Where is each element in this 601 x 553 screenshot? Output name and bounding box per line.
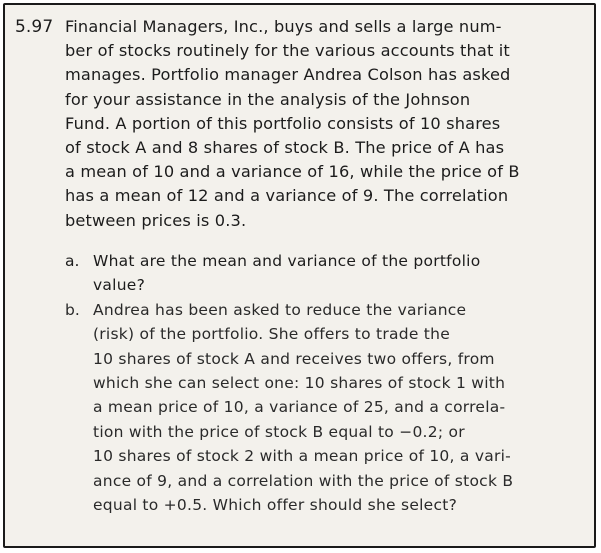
problem-card	[3, 3, 596, 548]
intro-line: ber of stocks routinely for the various accounts that it	[65, 41, 510, 61]
problem-number: 5.97	[15, 17, 54, 37]
intro-line: for your assistance in the analysis of the Johnson	[65, 89, 471, 109]
problem-intro	[65, 15, 590, 233]
part-b-line: (risk) of the portfolio. She offers to trade the	[93, 325, 450, 344]
part-b-line: 10 shares of stock 2 with a mean price of 10, a vari-	[93, 447, 512, 466]
part-b-line: tion with the price of stock B equal to −0.2; or	[93, 422, 465, 441]
part-a-line: What are the mean and variance of the portfolio	[93, 252, 481, 270]
intro-line: manages. Portfolio manager Andrea Colson has asked	[65, 65, 511, 85]
part-a-label: a.	[65, 252, 80, 270]
intro-line: of stock A and 8 shares of stock B. The price of A has	[65, 138, 505, 158]
part-b-line: Andrea has been asked to reduce the variance	[93, 300, 467, 319]
part-b-line: which she can select one: 10 shares of stock 1 with	[93, 374, 506, 393]
intro-line: a mean of 10 and a variance of 16, while the price of B	[65, 162, 520, 182]
part-b-line: equal to +0.5. Which offer should she select?	[93, 496, 458, 515]
part-a	[65, 249, 590, 298]
part-b-label: b.	[65, 300, 80, 319]
part-b-line: ance of 9, and a correlation with the price of stock B	[93, 471, 514, 490]
intro-line: has a mean of 12 and a variance of 9. The correlation	[65, 186, 509, 206]
intro-line: Financial Managers, Inc., buys and sells a large num-	[65, 17, 502, 36]
intro-line: Fund. A portion of this portfolio consists of 10 shares	[65, 113, 501, 133]
intro-line: between prices is 0.3.	[65, 210, 247, 230]
part-b-line: 10 shares of stock A and receives two offers, from	[93, 349, 495, 368]
problem-parts	[65, 249, 590, 517]
part-b	[65, 298, 590, 518]
part-a-line: value?	[93, 276, 146, 295]
part-b-line: a mean price of 10, a variance of 25, and a correla-	[93, 398, 506, 417]
